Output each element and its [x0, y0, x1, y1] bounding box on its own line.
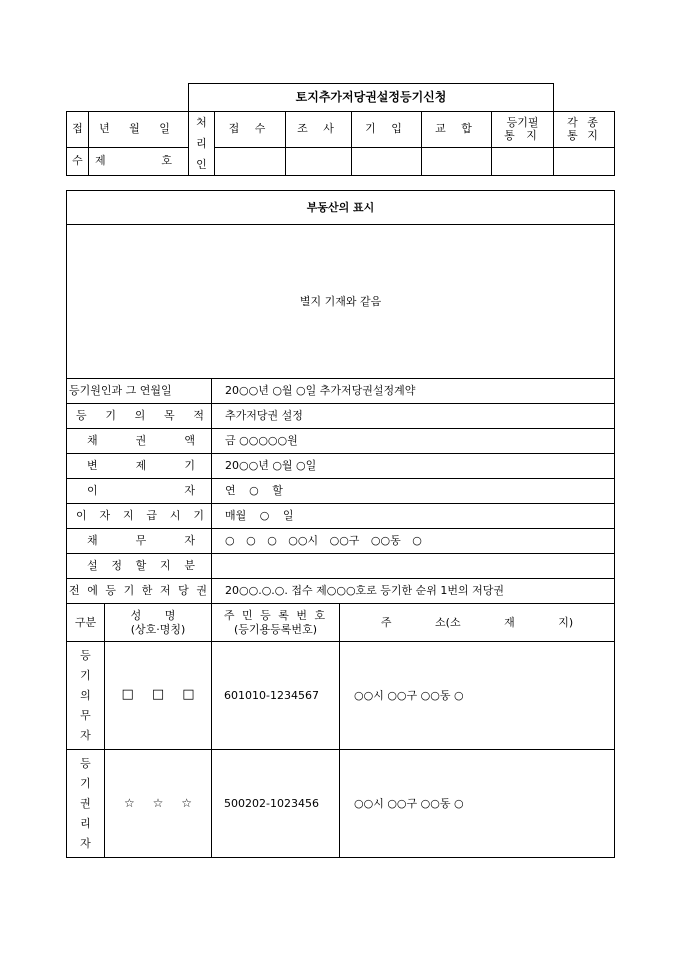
field-label-cause: 등기원인과 그 연월일 [67, 379, 212, 404]
party-id-obligor: 601010-1234567 [212, 642, 340, 750]
processing-char-3: 인 [196, 158, 207, 171]
parties-header-name-line2: (상호·명칭) [130, 622, 186, 636]
field-value-interest: 연 ○ 할 [212, 479, 615, 504]
field-value-share [212, 554, 615, 579]
field-value-cause: 20○○년 ○월 ○일 추가저당권설정계약 [212, 379, 615, 404]
party-id-mortgagee: 500202-1023456 [212, 750, 340, 858]
receipt-label-bottom-visible: 수 [67, 147, 89, 175]
party-role-char: 기 [80, 668, 91, 682]
receipt-processing-table [66, 83, 665, 176]
party-role-char: 리 [80, 816, 91, 830]
field-value-interest-timing: 매월 ○ 일 [212, 504, 615, 529]
property-heading: 부동산의 표시 [67, 191, 615, 225]
field-label-purpose: 등 기 의 목 적 [67, 404, 212, 429]
notice-registered-line2: 통 지 [504, 129, 541, 143]
parties-header-address: 주 소(소 재 지) [340, 604, 615, 642]
field-label-debtor: 채 무 자 [67, 529, 212, 554]
parties-header-id [212, 604, 340, 642]
field-label-due: 변 제 기 [67, 454, 212, 479]
field-label-interest-timing: 이 자 지 급 시 기 [67, 504, 212, 529]
cell-review-blank [286, 147, 352, 175]
field-label-interest: 이 자 [67, 479, 212, 504]
field-value-due: 20○○년 ○월 ○일 [212, 454, 615, 479]
col-review: 조 사 [286, 112, 352, 148]
cell-entry-blank [352, 147, 422, 175]
parties-header-id-line1: 주 민 등 록 번 호 [223, 608, 328, 622]
field-label-claim: 채 권 액 [67, 429, 212, 454]
parties-header-category: 구분 [67, 604, 105, 642]
party-role-char: 등 [80, 648, 91, 662]
cell-verify-blank [422, 147, 492, 175]
cell-receipt-blank [215, 147, 286, 175]
party-role-char: 자 [80, 728, 91, 742]
cell-notice1-blank [492, 147, 554, 175]
col-receipt: 접 수 [215, 112, 286, 148]
field-value-claim: 금 ○○○○○원 [212, 429, 615, 454]
party-address-obligor: ○○시 ○○구 ○○동 ○ [340, 642, 615, 750]
field-value-purpose: 추가저당권 설정 [212, 404, 615, 429]
party-name-mortgagee: ☆ ☆ ☆ [105, 750, 212, 858]
parties-header-name [105, 604, 212, 642]
field-value-prior-mortgage: 20○○.○.○. 접수 제○○○호로 등기한 순위 1번의 저당권 [212, 579, 615, 604]
processing-label [189, 112, 215, 176]
processing-char-1: 처 [196, 116, 207, 129]
party-role-char: 권 [80, 796, 91, 810]
field-label-prior-mortgage: 전 에 등 기 한 저 당 권 [67, 579, 212, 604]
party-role-char: 자 [80, 836, 91, 850]
party-role-obligor [67, 642, 105, 750]
party-name-obligor: □ □ □ [105, 642, 212, 750]
col-verify: 교 합 [422, 112, 492, 148]
notice-various-line2: 통 지 [567, 129, 601, 143]
party-role-char: 무 [80, 708, 91, 722]
parties-header-name-line1: 성 명 [130, 608, 186, 622]
cell-notice2-blank [554, 147, 615, 175]
field-value-debtor: ○ ○ ○ ○○시 ○○구 ○○동 ○ [212, 529, 615, 554]
date-label: 년 월 일 [89, 112, 189, 148]
processing-char-2: 리 [196, 137, 207, 150]
col-entry: 기 입 [352, 112, 422, 148]
receipt-label-top: 접 [67, 112, 89, 148]
notice-registered [492, 112, 554, 148]
form-title: 토지추가저당권설정등기신청 [189, 84, 554, 112]
party-address-mortgagee: ○○시 ○○구 ○○동 ○ [340, 750, 615, 858]
application-table [66, 190, 615, 858]
field-label-share: 설 정 할 지 분 [67, 554, 212, 579]
party-role-char: 의 [80, 688, 91, 702]
parties-header-id-line2: (등기용등록번호) [234, 622, 317, 636]
property-description: 별지 기재와 같음 [67, 225, 615, 379]
notice-registered-line1: 등기필 [506, 115, 539, 129]
number-label: 제 호 [89, 147, 189, 175]
notice-various [554, 112, 615, 148]
party-role-mortgagee [67, 750, 105, 858]
party-role-char: 기 [80, 776, 91, 790]
notice-various-line1: 각 종 [567, 115, 601, 129]
party-role-char: 등 [80, 756, 91, 770]
